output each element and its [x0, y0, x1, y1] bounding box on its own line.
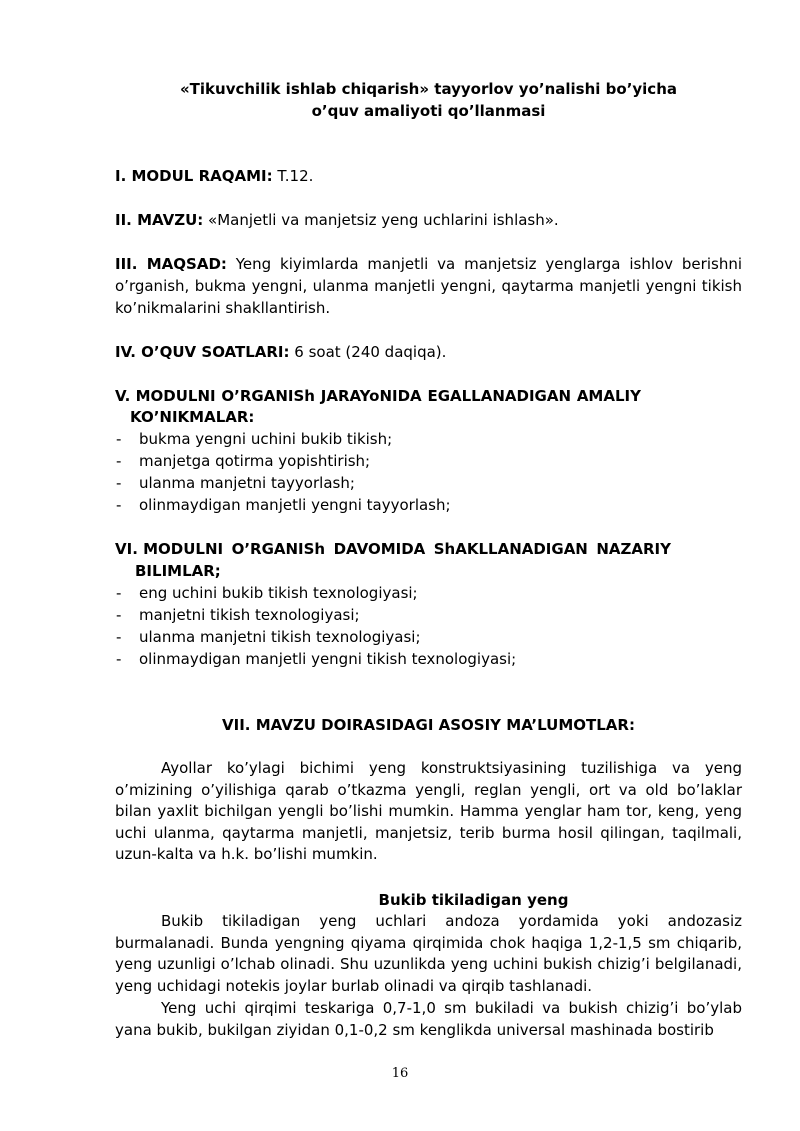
bukib-heading: Bukib tikiladigan yeng: [378, 891, 569, 909]
asosiy-heading: VII. MAVZU DOIRASIDAGI ASOSIY MA’LUMOTLAR:: [222, 716, 635, 734]
list-item-text: ulanma manjetni tayyorlash;: [139, 474, 355, 492]
soatlar-value: 6 soat (240 daqiqa).: [289, 343, 447, 361]
bukib-paragraph-2: Yeng uchi qirqimi teskariga 0,7-1,0 sm bukiladi va bukish chizig’i bo’ylab yana bukib, bukilgan ziyidan 0,1-0,2 sm kenglikda universal mashinada bostirib: [115, 999, 742, 1039]
list-item-text: manjetni tikish texnologiyasi;: [139, 606, 360, 624]
list-item: - olinmaydigan manjetli yengni tayyorlash;: [116, 496, 451, 514]
soatlar-row: [115, 341, 742, 363]
asosiy-paragraph: Ayollar ko’ylagi bichimi yeng konstruktsiyasining tuzilishiga va yeng o’mizining o’yilishiga qarab o’tkazma yengli, reglan yengli, ort va old bo’laklar bilan yaxlit bichilgan yengli bo’lishi mumkin. Hamma yenglar ham tor, keng, yeng uchi ulanma, qaytarma manjetli, manjetsiz, terib burma hosil qilingan, taqilmali, uzun-kalta va h.k. bo’lishi mumkin.: [115, 759, 742, 864]
document-title-line2: o’quv amaliyoti qo’llanmasi: [311, 102, 546, 120]
list-item: - bukma yengni uchini bukib tikish;: [116, 430, 393, 448]
bukib-paragraph-1: Bukib tikiladigan yeng uchlari andoza yordamida yoki andozasiz burmalanadi. Bunda yengning qiyama qirqimida chok haqiga 1,2-1,5 sm chiqarib, yeng uzunligi o’lchab olinadi. Shu uzunlikda yeng uchini bukish chizig’i belgilanadi, yeng uchidagi notekis joylar burlab olinadi va qirqib tashlanadi.: [115, 912, 742, 995]
amaliy-heading-word: EGALLANADIGAN: [427, 387, 572, 405]
document-title-line1: «Tikuvchilik ishlab chiqarish» tayyorlov yo’nalishi bo’yicha: [179, 80, 677, 98]
nazariy-heading-word: VI. MODULNI: [115, 540, 224, 558]
list-item: - manjetni tikish texnologiyasi;: [116, 606, 360, 624]
maqsad-label: III. MAQSAD:: [115, 255, 227, 273]
list-item-text: olinmaydigan manjetli yengni tikish texnologiyasi;: [139, 650, 517, 668]
amaliy-heading-word: AMALIY: [576, 387, 641, 405]
amaliy-heading-word: JARAYoNIDA: [320, 387, 422, 405]
list-item: - manjetga qotirma yopishtirish;: [116, 452, 371, 470]
page-number: 16: [391, 1066, 409, 1081]
nazariy-heading-word: DAVOMIDA: [333, 540, 426, 558]
mavzu-label: II. MAVZU:: [115, 211, 204, 229]
amaliy-list: [115, 428, 742, 516]
modul-row: [115, 165, 742, 187]
amaliy-heading-line2: KO’NIKMALAR:: [130, 408, 255, 426]
amaliy-heading-word: O’RGANISh: [221, 387, 315, 405]
nazariy-heading-word: O’RGANISh: [231, 540, 326, 558]
mavzu-value: «Manjetli va manjetsiz yeng uchlarini ishlash».: [203, 211, 559, 229]
nazariy-heading-line1: [115, 538, 742, 560]
list-item: - eng uchini bukib tikish texnologiyasi;: [116, 584, 418, 602]
nazariy-heading-word: ShAKLLANADIGAN: [433, 540, 588, 558]
maqsad-paragraph: [115, 253, 742, 319]
mavzu-row: [115, 209, 742, 231]
list-item-text: olinmaydigan manjetli yengni tayyorlash;: [139, 496, 451, 514]
list-item: - ulanma manjetni tayyorlash;: [116, 474, 355, 492]
nazariy-list: [115, 582, 742, 670]
list-item-text: eng uchini bukib tikish texnologiyasi;: [139, 584, 418, 602]
nazariy-heading-line2: BILIMLAR;: [135, 562, 221, 580]
list-item-text: bukma yengni uchini bukib tikish;: [139, 430, 393, 448]
amaliy-heading-word: V. MODULNI: [115, 387, 216, 405]
list-item: - olinmaydigan manjetli yengni tikish texnologiyasi;: [116, 650, 517, 668]
list-item-text: manjetga qotirma yopishtirish;: [139, 452, 371, 470]
list-item: - ulanma manjetni tikish texnologiyasi;: [116, 628, 421, 646]
soatlar-label: IV. O’QUV SOATLARI:: [115, 343, 290, 361]
modul-value: T.12.: [272, 167, 314, 185]
modul-label: I. MODUL RAQAMI:: [115, 167, 273, 185]
maqsad-value: Yeng kiyimlarda manjetli va manjetsiz yenglarga ishlov berishni o’rganish, bukma yengni, ulanma manjetli yengni, qaytarma manjetli yengni tikish ko’nikmalarini shakllantirish.: [115, 255, 742, 317]
amaliy-heading-line1: [115, 385, 742, 407]
nazariy-heading-word: NAZARIY: [596, 540, 671, 558]
list-item-text: ulanma manjetni tikish texnologiyasi;: [139, 628, 421, 646]
